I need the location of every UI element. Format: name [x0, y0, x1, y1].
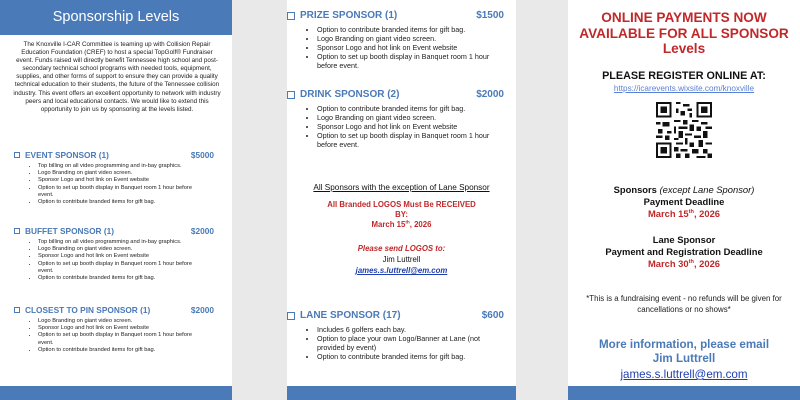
list-item: • Option to set up booth display in Banquet room 1 hour before event. — [38, 332, 192, 346]
sponsor-price: $2000 — [190, 226, 214, 236]
list-item: • Sponsor Logo and hot link on Event website — [317, 43, 502, 52]
list-item: • Option to contribute branded items for gift bag. — [317, 104, 502, 113]
sponsor-title: CLOSEST TO PIN SPONSOR (1) — [25, 305, 151, 315]
lane-deadline-label: Payment and Registration Deadline — [605, 246, 763, 257]
contact-name: Jim Luttrell — [382, 255, 421, 264]
list-item: • Option to contribute branded items for gift bag. — [38, 275, 192, 282]
lane-deadline-date: March 30th, 2026 — [647, 258, 721, 269]
registration-link[interactable]: https://icarevents.wixsite.com/knoxville — [613, 84, 755, 93]
sponsor-options-panel — [287, 0, 516, 400]
list-item: • Option to contribute branded items for gift bag. — [38, 199, 192, 206]
list-item: • Logo Branding on giant video screen. — [317, 34, 502, 43]
checkbox-icon[interactable] — [287, 91, 295, 99]
buffet-sponsor — [0, 226, 232, 282]
sponsor-price: $1500 — [476, 10, 504, 21]
list-item: • Sponsor Logo and hot link on Event website — [317, 122, 502, 131]
sponsor-benefits — [38, 163, 192, 206]
sponsors-deadline-date: March 15th, 2026 — [647, 208, 721, 219]
intro-text: The Knoxville I-CAR Committee is teaming up with Collision Repair Education Foundation (CREF) to host a special TopGolf® Fundraiser event. Funds raised will directly benefit Tennessee high school and post-secondary technical school programs with needed tools, equipment, supplies, and other forms of support to ensure they can provide a quality technical education to their students, the future of the Tennessee collision industry. This event offers an excellent opportunity to network with industry peers and local educational contacts. We would like to extend this opportunity to join us by sponsoring at the levels listed. — [13, 41, 221, 113]
more-info-email-link[interactable]: james.s.luttrell@em.com — [620, 368, 748, 381]
sponsors-deadline-label: Payment Deadline — [643, 196, 725, 207]
sponsor-benefits — [317, 25, 502, 70]
registration-panel — [568, 0, 800, 400]
list-item: • Includes 6 golfers each bay. — [317, 325, 502, 334]
lane-deadline-title: Lane Sponsor — [652, 234, 716, 245]
checkbox-icon[interactable] — [287, 312, 295, 320]
list-item: • Option to contribute branded items for gift bag. — [317, 25, 502, 34]
list-item: • Option to set up booth display in Banquet room 1 hour before event. — [38, 261, 192, 275]
sponsor-price: $600 — [481, 310, 504, 321]
list-item: • Option to contribute branded items for gift bag. — [317, 352, 502, 361]
lane-sponsor — [287, 310, 516, 361]
online-payments-headline: ONLINE PAYMENTS NOW AVAILABLE FOR ALL SPONSOR Levels — [579, 10, 789, 56]
checkbox-icon[interactable] — [14, 152, 20, 158]
all-sponsors-note: All Sponsors with the exception of Lane Sponsor — [313, 183, 490, 192]
list-item: • Top billing on all video programming and in-bay graphics. — [38, 163, 192, 170]
list-item: • Option to set up booth display in Banquet room 1 hour before event. — [38, 185, 192, 199]
list-item: • Option to set up booth display in Banquet room 1 hour before event. — [317, 131, 502, 149]
sponsor-benefits — [38, 239, 192, 282]
panel-title: Sponsorship Levels — [0, 0, 232, 35]
sponsorship-levels-panel — [0, 0, 232, 400]
sponsor-title: LANE SPONSOR (17) — [300, 310, 401, 321]
list-item: • Sponsor Logo and hot link on Event website — [38, 253, 192, 260]
refund-note: *This is a fundraising event - no refunds will be given for cancellations or no shows* — [586, 294, 782, 314]
prize-sponsor — [287, 10, 516, 70]
more-info: More information, please email Jim Luttrell — [598, 338, 770, 365]
list-item: • Sponsor Logo and hot link on Event website — [38, 177, 192, 184]
contact-email-link[interactable]: james.s.luttrell@em.com — [355, 266, 448, 275]
sponsor-title: PRIZE SPONSOR (1) — [300, 10, 398, 21]
qr-code-icon[interactable] — [656, 102, 712, 158]
list-item: • Option to contribute branded items for gift bag. — [38, 347, 192, 354]
list-item: • Option to place your own Logo/Banner at Lane (not provided by event) — [317, 334, 502, 352]
list-item: • Logo Branding on giant video screen. — [38, 246, 192, 253]
checkbox-icon[interactable] — [14, 228, 20, 234]
closest-to-pin-sponsor — [0, 305, 232, 354]
footer-bar — [287, 386, 516, 400]
sponsor-price: $5000 — [190, 150, 214, 160]
logos-deadline-line2: BY: — [395, 210, 408, 219]
footer-bar — [568, 386, 800, 400]
logos-deadline-line1: All Branded LOGOS Must Be RECEIVED — [327, 200, 476, 209]
send-logos-label: Please send LOGOS to: — [357, 244, 446, 253]
list-item: • Logo Branding on giant video screen. — [38, 170, 192, 177]
sponsor-benefits — [317, 325, 502, 361]
sponsor-title: EVENT SPONSOR (1) — [25, 150, 109, 160]
sponsor-benefits — [317, 104, 502, 149]
list-item: • Sponsor Logo and hot link on Event website — [38, 325, 192, 332]
sponsor-title: DRINK SPONSOR (2) — [300, 89, 400, 100]
drink-sponsor — [287, 89, 516, 149]
footer-bar — [0, 386, 232, 400]
register-heading: PLEASE REGISTER ONLINE AT: — [602, 70, 766, 82]
sponsor-benefits — [38, 318, 192, 354]
sponsor-price: $2000 — [476, 89, 504, 100]
sponsor-title: BUFFET SPONSOR (1) — [25, 226, 114, 236]
list-item: • Top billing on all video programming and in-bay graphics. — [38, 239, 192, 246]
checkbox-icon[interactable] — [287, 12, 295, 20]
sponsors-deadline-title: Sponsors (except Lane Sponsor) — [613, 184, 755, 195]
list-item: • Logo Branding on giant video screen. — [317, 113, 502, 122]
logos-deadline-date: March 15th, 2026 — [371, 219, 432, 229]
list-item: • Option to set up booth display in Banquet room 1 hour before event. — [317, 52, 502, 70]
sponsor-price: $2000 — [190, 305, 214, 315]
event-sponsor — [0, 150, 232, 206]
checkbox-icon[interactable] — [14, 307, 20, 313]
list-item: • Logo Branding on giant video screen. — [38, 318, 192, 325]
